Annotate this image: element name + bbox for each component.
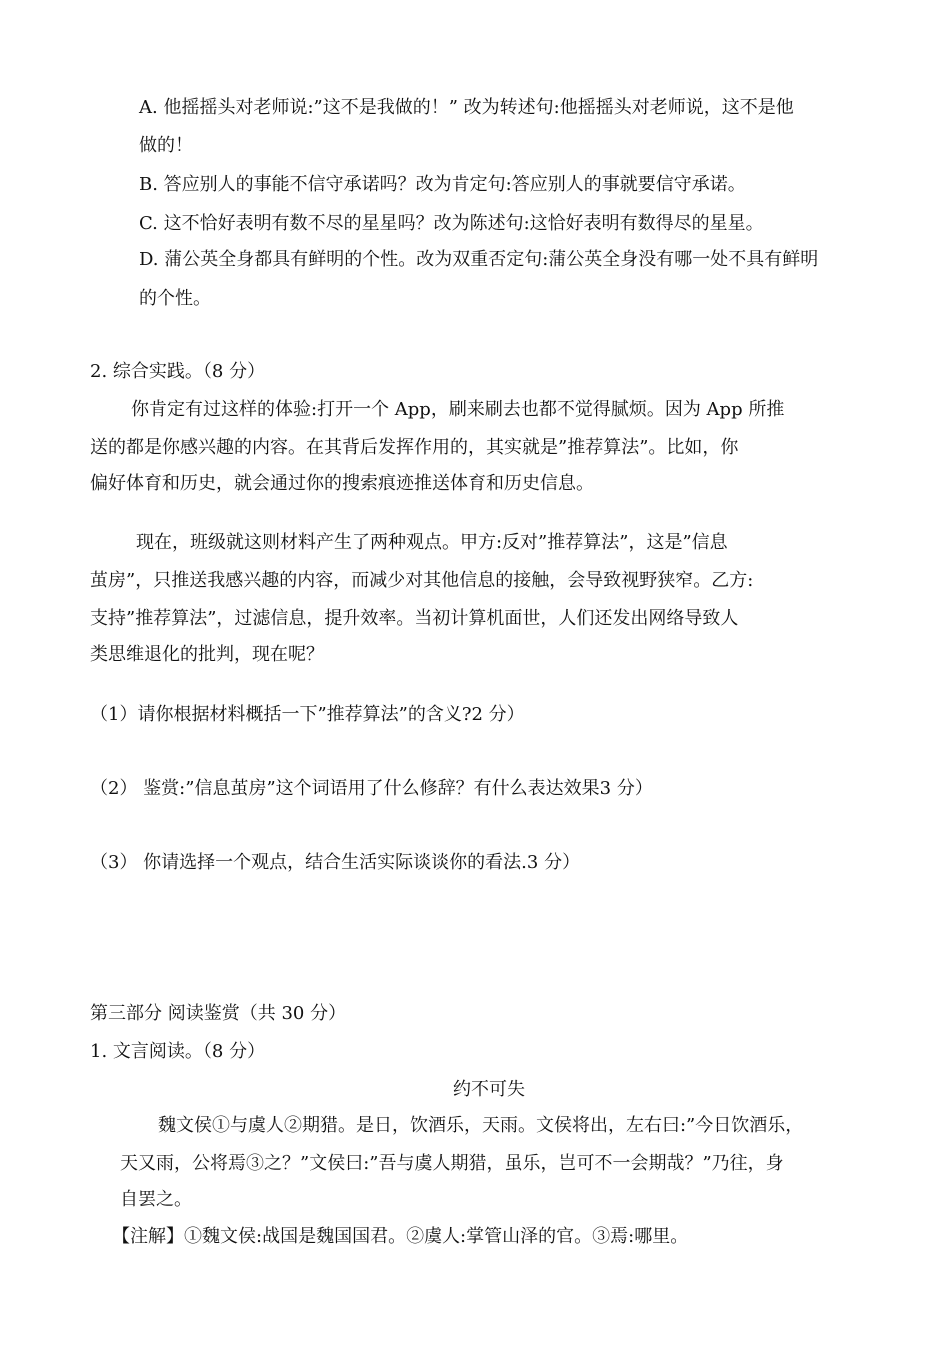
option-d-line2: 的个性。 [139,288,211,309]
passage-line2: 天又雨，公将焉③之？”文侯曰:”吾与虞人期猎，虽乐，岂可不一会期哉？”乃往，身 [120,1153,784,1174]
q2-para1-line1: 你肯定有过这样的体验:打开一个 App，刷来刷去也都不觉得腻烦。因为 App 所推 [131,399,785,420]
option-a-line1: A. 他摇摇头对老师说:”这不是我做的！” 改为转述句:他摇摇头对老师说，这不是他 [139,97,794,118]
q2-sub2: （2） 鉴赏:”信息茧房”这个词语用了什么修辞？有什么表达效果3 分） [90,778,653,799]
passage-title: 约不可失 [453,1079,525,1100]
passage-line1: 魏文侯①与虞人②期猎。是日，饮酒乐，天雨。文侯将出，左右曰:”今日饮酒乐， [158,1115,804,1136]
q2-para1-line3: 偏好体育和历史，就会通过你的搜索痕迹推送体育和历史信息。 [90,473,594,494]
option-d-line1: D. 蒲公英全身都具有鲜明的个性。改为双重否定句:蒲公英全身没有哪一处不具有鲜明 [139,249,819,270]
q2-para2-line3: 支持”推荐算法”，过滤信息，提升效率。当初计算机面世，人们还发出网络导致人 [90,608,739,629]
q2-para1-line2: 送的都是你感兴趣的内容。在其背后发挥作用的，其实就是”推荐算法”。比如，你 [90,437,739,458]
option-b: B. 答应别人的事能不信守承诺吗？改为肯定句:答应别人的事就要信守承诺。 [139,174,746,195]
part3-q1-heading: 1. 文言阅读。（8 分） [90,1041,266,1062]
passage-line3: 自罢之。 [120,1189,192,1210]
q2-para2-line1: 现在，班级就这则材料产生了两种观点。甲方:反对”推荐算法”，这是”信息 [136,532,728,553]
q2-sub1: （1）请你根据材料概括一下”推荐算法”的含义?2 分） [90,704,525,725]
q2-heading: 2. 综合实践。（8 分） [90,361,266,382]
q2-sub3: （3） 你请选择一个观点，结合生活实际谈谈你的看法.3 分） [90,852,581,873]
q2-para2-line2: 茧房”，只推送我感兴趣的内容，而减少对其他信息的接触，会导致视野狭窄。乙方: [90,570,754,591]
q2-para2-line4: 类思维退化的批判，现在呢？ [90,644,324,665]
passage-notes: 【注解】①魏文侯:战国是魏国国君。②虞人:掌管山泽的官。③焉:哪里。 [112,1226,689,1247]
option-c: C. 这不恰好表明有数不尽的星星吗？改为陈述句:这恰好表明有数得尽的星星。 [139,213,764,234]
option-a-line2: 做的！ [139,135,193,156]
part3-heading: 第三部分 阅读鉴赏（共 30 分） [90,1003,347,1024]
